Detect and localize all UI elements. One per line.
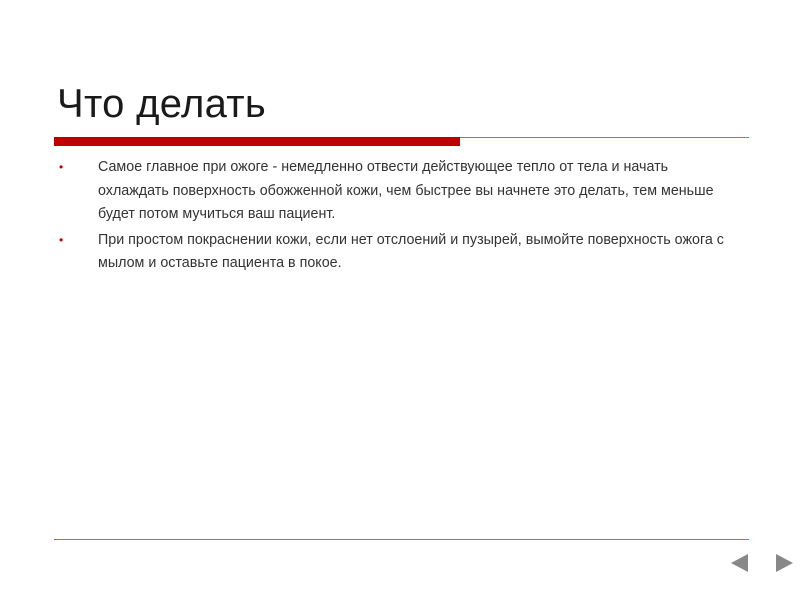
title-underline-thin [460,137,749,138]
bullet-list [57,156,737,278]
bullet-text: При простом покраснении кожи, если нет отслоений и пузырей, вымойте поверхность ожога с мылом и оставьте пациента в покое. [98,231,724,271]
slide-title: Что делать [57,82,267,126]
bullet-dot-icon: • [59,160,64,174]
next-slide-button[interactable] [776,554,793,572]
footer-rule [54,539,749,540]
previous-slide-button[interactable] [731,554,748,572]
bullet-item [57,156,737,227]
title-underline-thick [54,137,460,146]
bullet-text: Самое главное при ожоге - немедленно отвести действующее тепло от тела и начать охлаждать поверхность обожженной кожи, чем быстрее вы начнете это делать, тем меньше будет потом мучиться ваш пациент. [98,159,714,222]
bullet-item [57,229,737,276]
bullet-dot-icon: • [59,232,64,247]
